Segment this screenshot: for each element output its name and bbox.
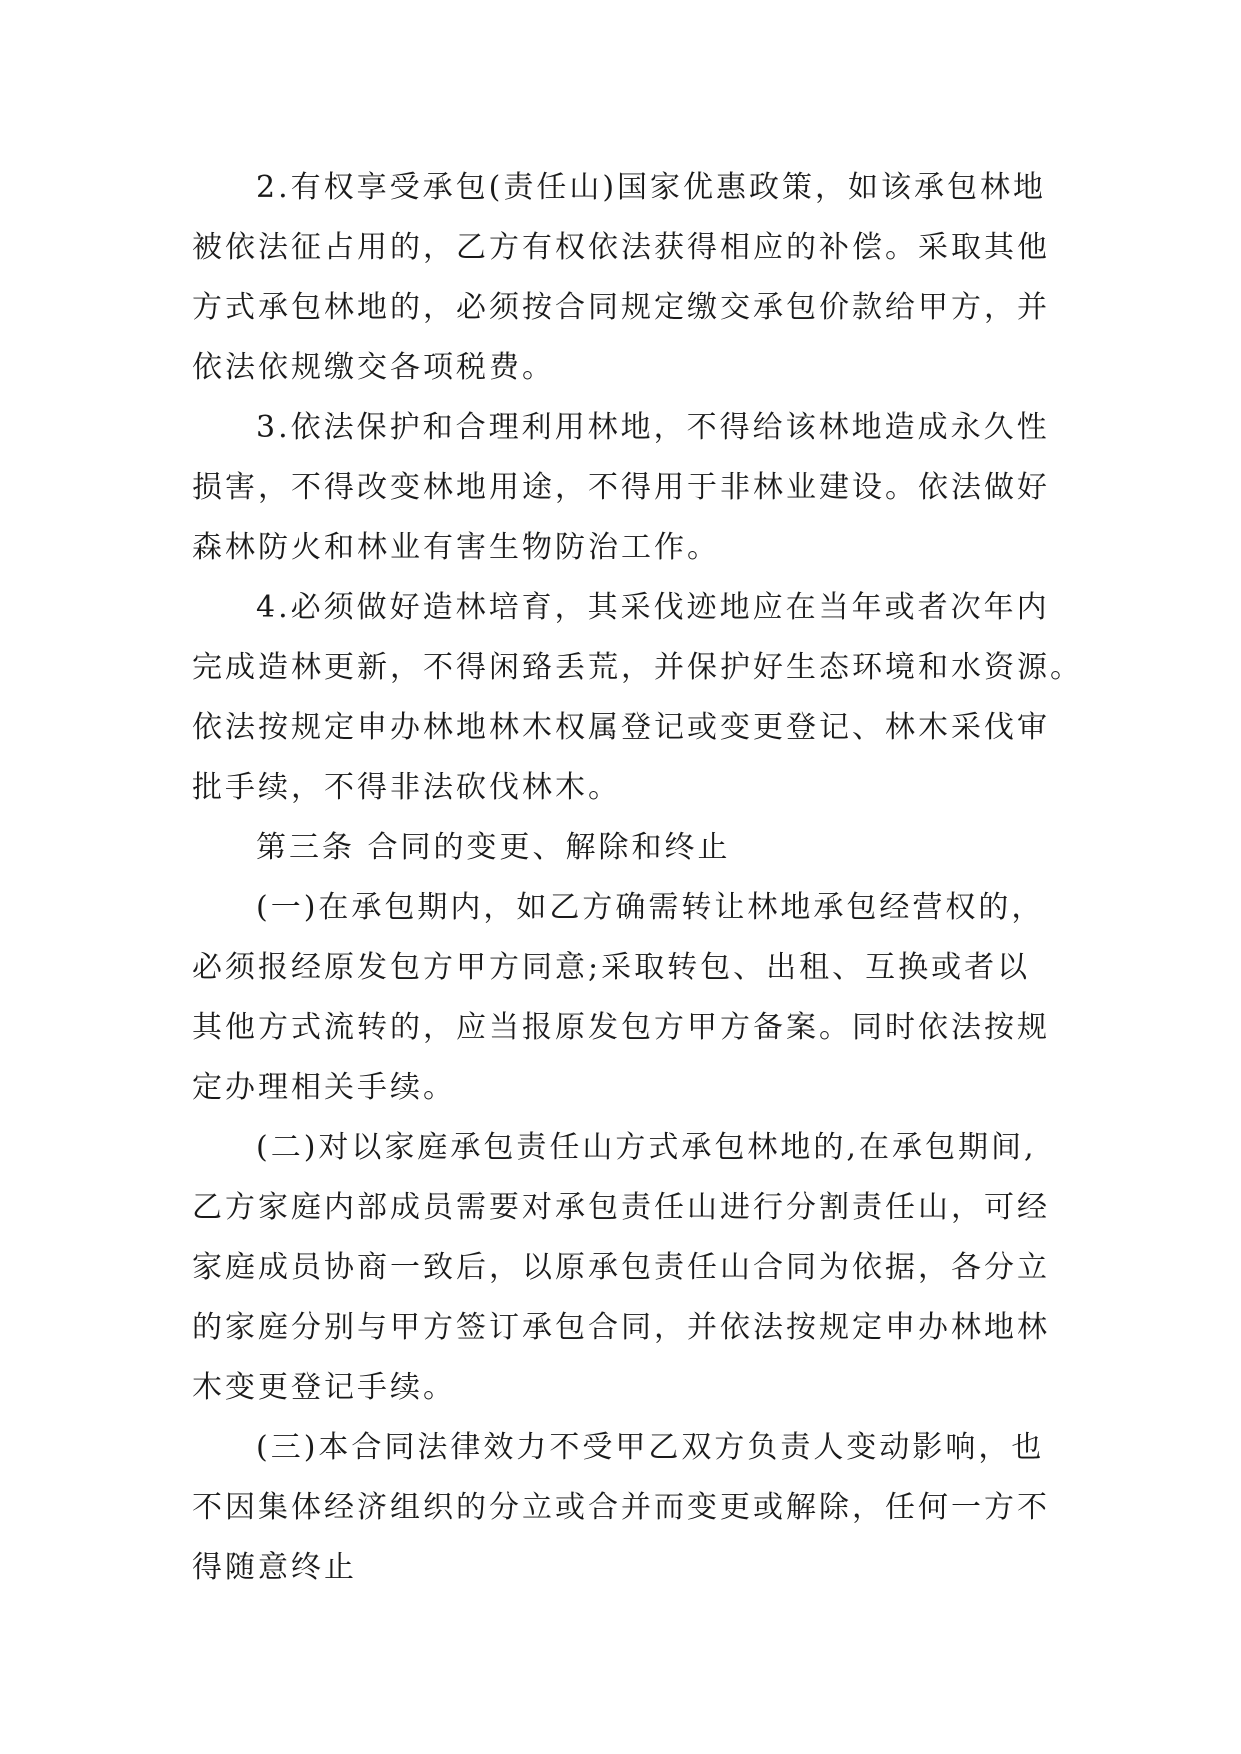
text-line: 2.有权享受承包(责任山)国家优惠政策，如该承包林地 — [256, 170, 1047, 205]
text-line: (二)对以家庭承包责任山方式承包林地的,在承包期间, — [256, 1130, 1037, 1165]
text-line: 方式承包林地的，必须按合同规定缴交承包价款给甲方，并 — [192, 290, 1050, 325]
text-line: (一)在承包期内，如乙方确需转让林地承包经营权的， — [256, 890, 1045, 925]
text-line: 必须报经原发包方甲方同意;采取转包、出租、互换或者以 — [192, 950, 1031, 985]
section-heading: 第三条 合同的变更、解除和终止 — [256, 830, 731, 865]
text-line: 家庭成员协商一致后，以原承包责任山合同为依据，各分立 — [192, 1250, 1050, 1285]
text-line: 4.必须做好造林培育，其采伐迹地应在当年或者次年内 — [256, 590, 1050, 625]
text-line: 依法依规缴交各项税费。 — [192, 350, 555, 385]
text-line: 得随意终止 — [192, 1550, 357, 1585]
text-line: 木变更登记手续。 — [192, 1370, 456, 1405]
text-line: 森林防火和林业有害生物防治工作。 — [192, 530, 720, 565]
text-line: 损害，不得改变林地用途，不得用于非林业建设。依法做好 — [192, 470, 1050, 505]
text-line: 乙方家庭内部成员需要对承包责任山进行分割责任山，可经 — [192, 1190, 1050, 1225]
text-line: 其他方式流转的，应当报原发包方甲方备案。同时依法按规 — [192, 1010, 1050, 1045]
text-line: 被依法征占用的，乙方有权依法获得相应的补偿。采取其他 — [192, 230, 1050, 265]
text-line: 依法按规定申办林地林木权属登记或变更登记、林木采伐审 — [192, 710, 1050, 745]
text-line: (三)本合同法律效力不受甲乙双方负责人变动影响，也 — [256, 1430, 1045, 1465]
text-line: 3.依法保护和合理利用林地，不得给该林地造成永久性 — [256, 410, 1050, 445]
text-line: 不因集体经济组织的分立或合并而变更或解除，任何一方不 — [192, 1490, 1050, 1525]
text-line: 定办理相关手续。 — [192, 1070, 456, 1105]
text-line: 的家庭分别与甲方签订承包合同，并依法按规定申办林地林 — [192, 1310, 1050, 1345]
text-line: 完成造林更新，不得闲臵丢荒，并保护好生态环境和水资源。 — [192, 650, 1083, 685]
text-line: 批手续，不得非法砍伐林木。 — [192, 770, 621, 805]
